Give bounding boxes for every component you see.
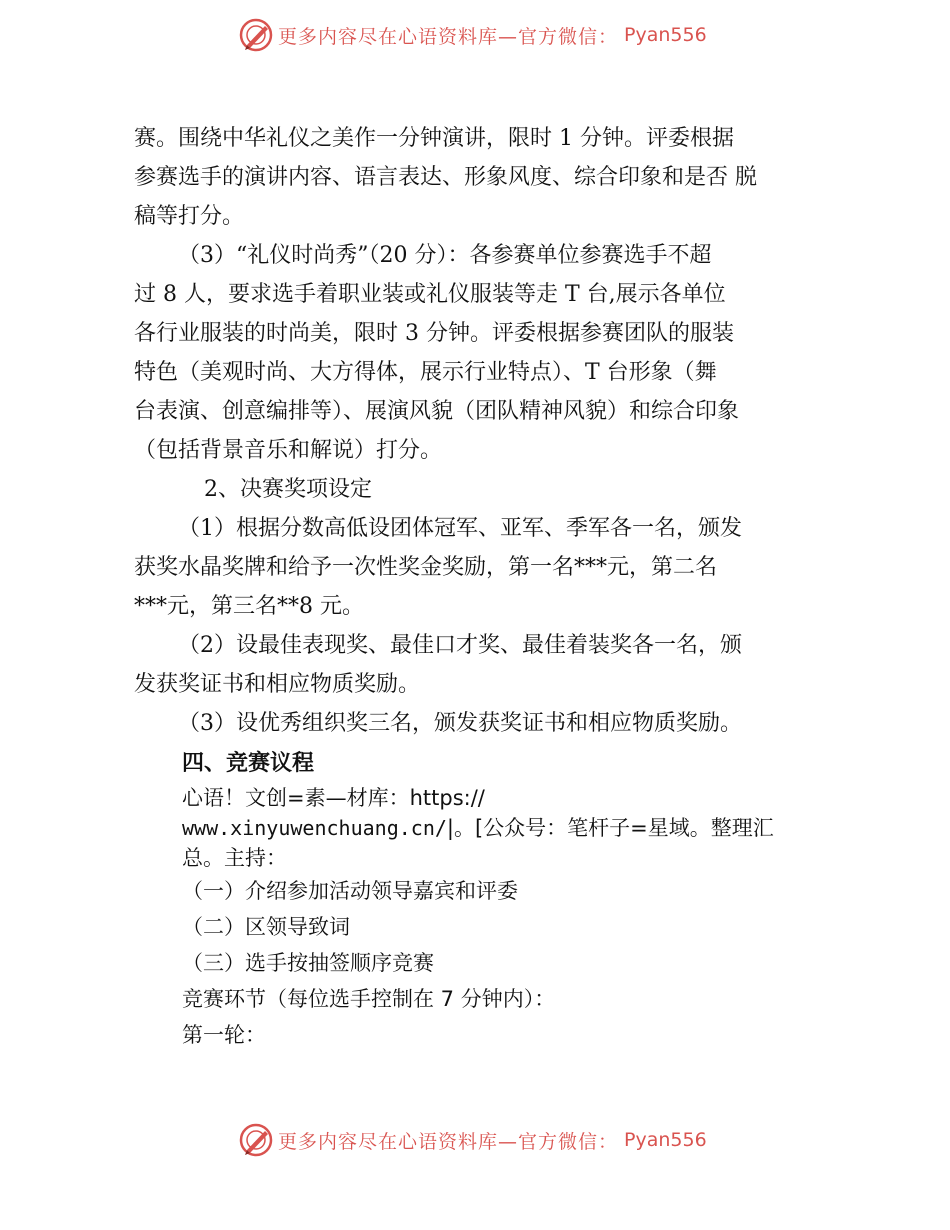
- banner-wechat-id: Pyan556: [624, 1129, 707, 1151]
- agenda-item: （二）区领导致词: [182, 915, 350, 939]
- banner-text: 更多内容尽在心语资料库—官方微信：: [278, 1130, 619, 1153]
- paragraph-line: （2）设最佳表现奖、最佳口才奖、最佳着装奖各一名，颁: [178, 633, 742, 658]
- paragraph-line: 参赛选手的演讲内容、语言表达、形象风度、综合印象和是否 脱: [134, 165, 757, 190]
- paragraph-line: 特色（美观时尚、大方得体，展示行业特点）、T 台形象（舞: [134, 360, 717, 385]
- source-note-text: |。[公众号：笔杆子=星域。整理汇: [446, 816, 774, 840]
- paragraph-line: 台表演、创意编排等）、展演风貌（团队精神风貌）和综合印象: [134, 399, 740, 424]
- document-body: [134, 119, 824, 1053]
- pen-logo-icon: [238, 17, 274, 53]
- source-note-line: [182, 813, 824, 843]
- paragraph-line: （包括背景音乐和解说）打分。: [134, 438, 443, 463]
- subsection-heading: 2、决赛奖项设定: [204, 477, 372, 502]
- paragraph-line: 发获奖证书和相应物质奖励。: [134, 672, 421, 697]
- pen-logo-icon: [238, 1122, 274, 1158]
- agenda-stage: 竞赛环节（每位选手控制在 7 分钟内）：: [182, 987, 556, 1011]
- paragraph-line: 获奖水晶奖牌和给予一次性奖金奖励，第一名***元，第二名: [134, 555, 718, 580]
- paragraph-line: 赛。围绕中华礼仪之美作一分钟演讲，限时 1 分钟。评委根据: [134, 126, 734, 151]
- paragraph-line: （1）根据分数高低设团体冠军、亚军、季军各一名，颁发: [178, 516, 742, 541]
- banner-text: 更多内容尽在心语资料库—官方微信：: [278, 25, 619, 48]
- banner-wechat-id: Pyan556: [624, 24, 707, 46]
- source-url-link[interactable]: www.xinyuwenchuang.cn/: [182, 816, 447, 840]
- paragraph-line: 各行业服装的时尚美，限时 3 分钟。评委根据参赛团队的服装: [134, 321, 734, 346]
- source-note-line: 心语！文创=素—材库：https://: [182, 786, 485, 810]
- section-heading: 四、竞赛议程: [182, 751, 315, 776]
- agenda-item: （一）介绍参加活动领导嘉宾和评委: [182, 879, 518, 903]
- paragraph-line: ***元，第三名**8 元。: [134, 594, 364, 619]
- paragraph-line: （3）设优秀组织奖三名，颁发获奖证书和相应物质奖励。: [178, 711, 742, 736]
- agenda-item: （三）选手按抽签顺序竞赛: [182, 951, 434, 975]
- header-banner: [238, 15, 707, 55]
- footer-banner: [238, 1120, 707, 1160]
- paragraph-line: 过 8 人，要求选手着职业装或礼仪服装等走 T 台,展示各单位: [134, 282, 726, 307]
- agenda-round: 第一轮：: [182, 1023, 266, 1047]
- source-note-line: 总。主持：: [182, 846, 287, 870]
- paragraph-line: （3）“礼仪时尚秀”（20 分）：各参赛单位参赛选手不超: [178, 243, 712, 268]
- paragraph-line: 稿等打分。: [134, 204, 245, 229]
